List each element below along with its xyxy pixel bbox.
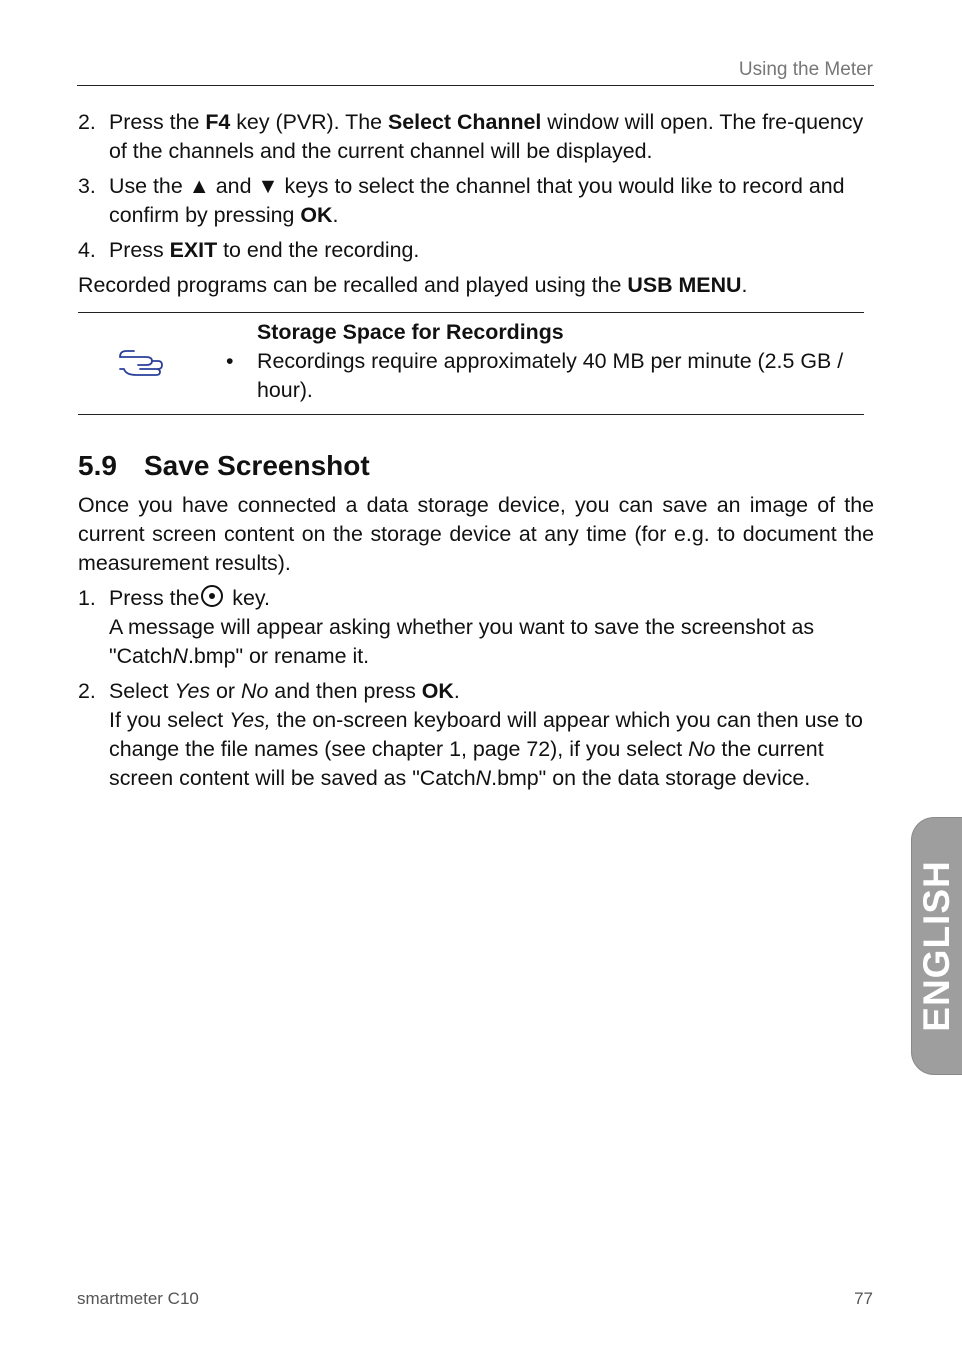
list-item bbox=[78, 584, 874, 671]
page-content bbox=[78, 108, 874, 799]
para-text: . bbox=[741, 273, 748, 297]
step-text: key. bbox=[226, 586, 270, 610]
detail-text: A message will appear asking whether you want to save the screenshot as "Catch bbox=[109, 615, 815, 668]
step-number: 1. bbox=[78, 586, 96, 610]
para-text: Recorded programs can be recalled and played using the bbox=[78, 273, 628, 297]
key-label: OK bbox=[300, 203, 333, 227]
note-title: Storage Space for Recordings bbox=[257, 320, 564, 344]
language-tab-label: ENGLISH bbox=[916, 860, 957, 1032]
circle-dot-key-icon bbox=[201, 585, 223, 607]
list-item bbox=[78, 677, 874, 793]
list-item bbox=[78, 236, 874, 265]
step-text: window will open. The fre-quency of the channels and the current channel will be displayed. bbox=[109, 110, 864, 163]
note-text: Recordings require approximately 40 MB per minute (2.5 GB / hour). bbox=[257, 349, 844, 402]
detail-text: If you select bbox=[109, 708, 230, 732]
bullet: • bbox=[226, 349, 234, 373]
detail-italic: N bbox=[475, 766, 492, 790]
detail-italic: No bbox=[688, 737, 716, 761]
note-body bbox=[226, 318, 864, 405]
menu-label: USB MENU bbox=[627, 273, 742, 297]
section-heading bbox=[78, 449, 874, 483]
note-bullet-item bbox=[226, 347, 864, 405]
step-text: key (PVR). The bbox=[230, 110, 388, 134]
step-line bbox=[109, 584, 874, 613]
step-text: Use the ▲ and ▼ keys to select the channel that you would like to record and confirm by pressing bbox=[109, 174, 845, 227]
detail-text: .bmp" on the data storage device. bbox=[491, 766, 811, 790]
pointing-hand-icon bbox=[118, 347, 166, 377]
step-detail bbox=[109, 613, 874, 671]
detail-italic: N bbox=[172, 644, 188, 668]
header-divider bbox=[77, 85, 874, 86]
step-text: and then press bbox=[268, 679, 422, 703]
language-tab bbox=[912, 818, 962, 1074]
option-no: No bbox=[241, 679, 269, 703]
step-text: Press the bbox=[109, 110, 206, 134]
running-header: Using the Meter bbox=[738, 59, 873, 80]
detail-text: .bmp" or rename it. bbox=[187, 644, 370, 668]
key-label: EXIT bbox=[169, 238, 218, 262]
section-number: 5.9 bbox=[78, 450, 117, 481]
step-number: 3. bbox=[78, 174, 96, 198]
step-text: Press bbox=[109, 238, 170, 262]
section-title: Save Screenshot bbox=[144, 450, 370, 481]
step-text: or bbox=[210, 679, 241, 703]
list-item bbox=[78, 108, 874, 166]
detail-italic: Yes, bbox=[229, 708, 271, 732]
step-number: 2. bbox=[78, 679, 96, 703]
section-intro: Once you have connected a data storage device, you can save an image of the current screen content on the storage device at any time (for e.g. to document the measurement results). bbox=[78, 493, 874, 575]
detail-text: the on-screen keyboard will appear which you can then use to change the file names (see chapter 1, page 72), if you select bbox=[109, 708, 863, 761]
detail-text: the current screen content will be saved as "Catch bbox=[109, 737, 824, 790]
key-label: OK bbox=[421, 679, 454, 703]
step-text: to end the recording. bbox=[217, 238, 420, 262]
step-text: Select bbox=[109, 679, 175, 703]
page-number: 77 bbox=[854, 1289, 873, 1308]
footer-product: smartmeter C10 bbox=[77, 1289, 199, 1308]
list-item bbox=[78, 172, 874, 230]
step-number: 2. bbox=[78, 110, 96, 134]
note-box bbox=[78, 312, 864, 415]
step-line bbox=[109, 677, 874, 706]
step-detail bbox=[109, 706, 874, 793]
step-number: 4. bbox=[78, 238, 96, 262]
option-yes: Yes bbox=[174, 679, 211, 703]
step-text: . bbox=[332, 203, 339, 227]
window-label: Select Channel bbox=[388, 110, 542, 134]
key-label: F4 bbox=[205, 110, 231, 134]
recall-paragraph bbox=[78, 271, 874, 300]
step-text: . bbox=[453, 679, 460, 703]
step-text: Press the bbox=[109, 586, 200, 610]
